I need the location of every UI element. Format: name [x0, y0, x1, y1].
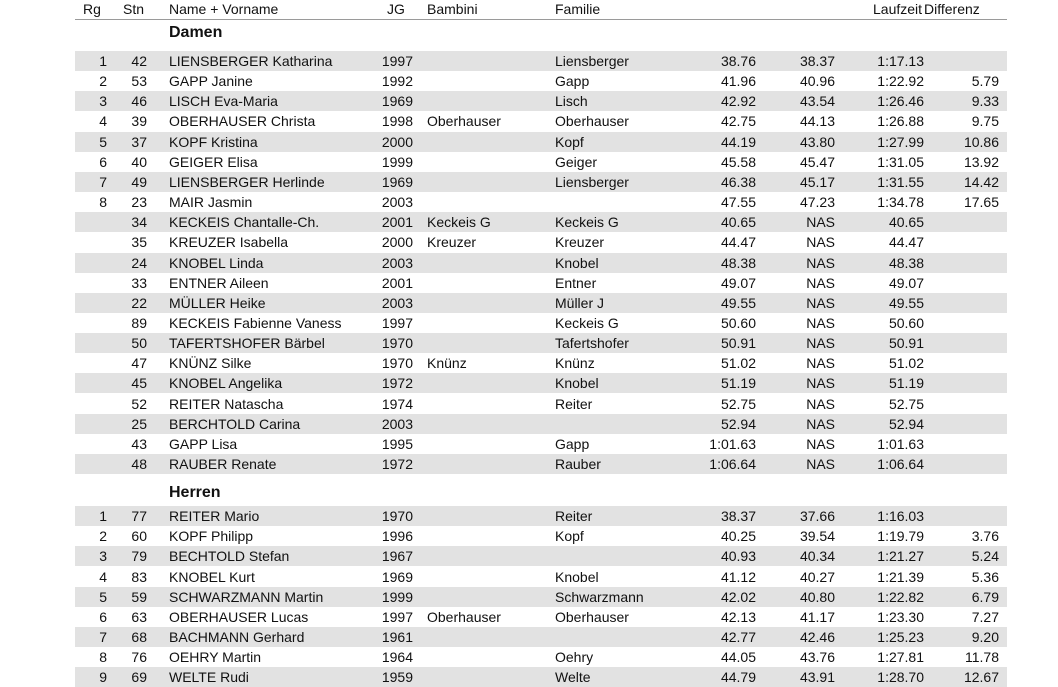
cell-bambini: Knünz: [427, 355, 467, 372]
cell-birth-year: 1999: [381, 588, 413, 605]
cell-run1-time: 49.07: [720, 274, 756, 291]
cell-rank: 8: [99, 194, 107, 210]
cell-total-time: 48.38: [888, 254, 924, 271]
cell-familie: Knünz: [555, 355, 595, 372]
cell-total-time: 1:34.78: [877, 194, 924, 210]
cell-rank: 5: [99, 588, 107, 605]
cell-difference: 5.79: [971, 73, 999, 90]
cell-run1-time: 44.79: [720, 669, 756, 686]
cell-total-time: 1:27.81: [877, 649, 924, 665]
cell-run1-time: 42.77: [720, 628, 756, 645]
table-row: [75, 111, 1007, 131]
cell-total-time: 1:23.30: [877, 608, 924, 625]
cell-start-number: 89: [131, 314, 147, 331]
header-laufzeit: Laufzeit: [873, 1, 923, 17]
cell-name: OBERHAUSER Lucas: [169, 608, 309, 625]
cell-rank: 3: [99, 93, 107, 110]
cell-familie: Liensberger: [555, 53, 629, 69]
header-rg: Rg: [83, 1, 101, 17]
cell-start-number: 49: [131, 173, 147, 190]
section-title: Herren: [169, 484, 221, 501]
cell-start-number: 39: [131, 113, 147, 130]
cell-run2-time: 45.47: [799, 153, 835, 170]
cell-birth-year: 2000: [381, 234, 413, 251]
cell-bambini: Kreuzer: [427, 234, 477, 251]
table-row: [75, 232, 1007, 252]
cell-birth-year: 2003: [381, 254, 413, 271]
cell-rank: 2: [99, 528, 107, 545]
cell-run1-time: 44.19: [720, 133, 756, 150]
cell-birth-year: 1969: [381, 173, 413, 190]
cell-total-time: 1:31.55: [877, 173, 924, 190]
table-row: [75, 567, 1007, 587]
cell-rank: 4: [99, 568, 107, 585]
cell-start-number: 83: [131, 568, 147, 585]
cell-start-number: 37: [131, 133, 147, 150]
cell-rank: 6: [99, 608, 107, 625]
cell-name: KOPF Kristina: [169, 133, 258, 150]
cell-total-time: 1:16.03: [877, 508, 924, 524]
cell-run1-time: 40.93: [720, 548, 756, 565]
cell-bambini: Oberhauser: [427, 608, 501, 625]
cell-familie: Rauber: [555, 456, 601, 472]
cell-familie: Welte: [555, 669, 591, 686]
cell-run1-time: 52.75: [720, 395, 756, 412]
table-row: [75, 313, 1007, 333]
cell-run2-time: 40.27: [799, 568, 835, 585]
cell-familie: Knobel: [555, 568, 599, 585]
cell-difference: 5.24: [971, 548, 999, 565]
cell-familie: Müller J: [555, 294, 605, 311]
cell-name: KNÜNZ Silke: [169, 355, 252, 372]
cell-run2-time: 42.46: [799, 628, 835, 645]
cell-run2-time: NAS: [806, 375, 835, 392]
table-row: [75, 454, 1007, 474]
cell-run2-time: NAS: [806, 435, 835, 452]
cell-birth-year: 2003: [381, 415, 413, 432]
cell-birth-year: 1961: [381, 628, 413, 645]
cell-familie: Reiter: [555, 508, 593, 524]
cell-start-number: 63: [131, 608, 147, 625]
cell-run1-time: 49.55: [720, 294, 756, 311]
cell-total-time: 51.19: [888, 375, 924, 392]
cell-birth-year: 1969: [381, 568, 413, 585]
cell-total-time: 1:27.99: [877, 133, 924, 150]
header-differenz: Differenz: [924, 1, 980, 17]
table-row: [75, 333, 1007, 353]
cell-start-number: 33: [131, 274, 147, 291]
cell-run1-time: 38.37: [720, 508, 756, 524]
section-title: Damen: [169, 24, 223, 41]
cell-total-time: 1:19.79: [877, 528, 924, 545]
cell-start-number: 35: [131, 234, 147, 251]
cell-birth-year: 2003: [381, 194, 413, 210]
cell-start-number: 47: [131, 355, 147, 372]
cell-name: KECKEIS Chantalle-Ch.: [169, 214, 320, 231]
cell-rank: 1: [99, 508, 107, 524]
cell-total-time: 50.60: [888, 314, 924, 331]
cell-start-number: 79: [131, 548, 147, 565]
cell-name: LIENSBERGER Herlinde: [169, 173, 325, 190]
table-row: [75, 627, 1007, 647]
table-row: [75, 71, 1007, 91]
cell-start-number: 25: [131, 415, 147, 432]
cell-name: BACHMANN Gerhard: [169, 628, 305, 645]
cell-name: BECHTOLD Stefan: [169, 548, 290, 565]
cell-name: REITER Mario: [169, 508, 260, 524]
cell-difference: 11.78: [965, 649, 999, 665]
cell-run1-time: 52.94: [720, 415, 756, 432]
table-row: [75, 253, 1007, 273]
cell-name: KNOBEL Kurt: [169, 568, 255, 585]
cell-birth-year: 1964: [381, 649, 413, 665]
cell-difference: 14.42: [963, 173, 999, 190]
cell-start-number: 68: [131, 628, 147, 645]
cell-run1-time: 44.47: [720, 234, 756, 251]
cell-start-number: 46: [131, 93, 147, 110]
cell-name: KNOBEL Linda: [169, 254, 264, 271]
cell-total-time: 49.55: [888, 294, 924, 311]
cell-birth-year: 1998: [381, 113, 413, 130]
cell-start-number: 53: [131, 73, 147, 90]
cell-familie: Entner: [555, 274, 597, 291]
cell-run2-time: 43.80: [799, 133, 835, 150]
cell-run1-time: 50.60: [720, 314, 756, 331]
cell-start-number: 22: [131, 294, 147, 311]
cell-total-time: 1:21.27: [877, 548, 924, 565]
cell-difference: 9.33: [971, 93, 999, 110]
table-row: [75, 132, 1007, 152]
cell-total-time: 1:22.82: [877, 588, 924, 605]
cell-name: KOPF Philipp: [169, 528, 254, 545]
cell-run1-time: 45.58: [720, 153, 756, 170]
cell-name: ENTNER Aileen: [169, 274, 269, 291]
cell-run1-time: 47.55: [720, 194, 756, 210]
cell-run1-time: 42.13: [720, 608, 756, 625]
table-row: [75, 273, 1007, 293]
cell-rank: 6: [99, 153, 107, 170]
cell-difference: 9.20: [971, 628, 999, 645]
cell-familie: Gapp: [555, 73, 590, 90]
cell-run1-time: 51.02: [720, 355, 756, 372]
cell-difference: 3.76: [971, 528, 999, 545]
cell-start-number: 50: [131, 335, 147, 352]
cell-start-number: 52: [131, 395, 147, 412]
cell-familie: Lisch: [555, 93, 588, 110]
table-row: [75, 51, 1007, 71]
cell-total-time: 49.07: [888, 274, 924, 291]
cell-familie: Tafertshofer: [555, 335, 629, 352]
cell-rank: 9: [99, 669, 107, 686]
cell-run2-time: 43.76: [799, 649, 835, 665]
cell-birth-year: 1969: [381, 93, 413, 110]
cell-start-number: 42: [131, 53, 147, 69]
cell-birth-year: 1970: [381, 508, 413, 524]
cell-familie: Kreuzer: [555, 234, 605, 251]
cell-run2-time: NAS: [806, 254, 835, 271]
table-row: [75, 172, 1007, 192]
cell-run2-time: NAS: [806, 214, 835, 231]
cell-run2-time: 38.37: [799, 53, 835, 69]
cell-birth-year: 1999: [381, 153, 413, 170]
cell-rank: 7: [99, 173, 107, 190]
cell-start-number: 59: [131, 588, 147, 605]
cell-run2-time: NAS: [806, 355, 835, 372]
cell-run2-time: NAS: [806, 395, 835, 412]
cell-familie: Keckeis G: [555, 314, 619, 331]
cell-familie: Kopf: [555, 528, 584, 545]
cell-name: OBERHAUSER Christa: [169, 113, 316, 130]
cell-run1-time: 42.75: [720, 113, 756, 130]
table-row: [75, 212, 1007, 232]
cell-birth-year: 1970: [381, 355, 413, 372]
cell-birth-year: 2001: [381, 274, 413, 291]
cell-run1-time: 46.38: [720, 173, 756, 190]
cell-run1-time: 48.38: [720, 254, 756, 271]
cell-run2-time: 41.17: [799, 608, 835, 625]
cell-familie: Knobel: [555, 254, 599, 271]
cell-difference: 13.92: [963, 153, 999, 170]
cell-run2-time: 44.13: [799, 113, 835, 130]
table-row: [75, 353, 1007, 373]
table-row: [75, 414, 1007, 434]
cell-difference: 17.65: [963, 194, 999, 210]
cell-familie: Oberhauser: [555, 608, 629, 625]
cell-total-time: 1:22.92: [877, 73, 924, 90]
cell-name: KREUZER Isabella: [169, 234, 289, 251]
cell-start-number: 40: [131, 153, 147, 170]
cell-difference: 9.75: [971, 113, 999, 130]
cell-birth-year: 1996: [381, 528, 413, 545]
cell-birth-year: 1972: [381, 375, 413, 392]
cell-total-time: 1:25.23: [877, 628, 924, 645]
cell-start-number: 60: [131, 528, 147, 545]
cell-total-time: 1:17.13: [877, 53, 924, 69]
cell-run2-time: NAS: [806, 234, 835, 251]
cell-familie: Gapp: [555, 435, 590, 452]
cell-name: MÜLLER Heike: [169, 294, 266, 311]
cell-run1-time: 38.76: [720, 53, 756, 69]
cell-run1-time: 42.92: [720, 93, 756, 110]
header-jg: JG: [387, 1, 405, 17]
header-bambini: Bambini: [427, 1, 478, 17]
cell-run1-time: 40.65: [720, 214, 756, 231]
cell-run2-time: 40.96: [799, 73, 835, 90]
table-row: [75, 587, 1007, 607]
cell-start-number: 76: [131, 649, 147, 665]
cell-bambini: Oberhauser: [427, 113, 501, 130]
cell-familie: Knobel: [555, 375, 599, 392]
table-header: [75, 0, 1007, 20]
cell-name: SCHWARZMANN Martin: [169, 588, 324, 605]
cell-run1-time: 42.02: [720, 588, 756, 605]
header-stn: Stn: [123, 1, 145, 17]
cell-birth-year: 1997: [381, 53, 413, 69]
table-row: [75, 192, 1007, 212]
cell-name: REITER Natascha: [169, 395, 284, 412]
cell-run2-time: 47.23: [799, 194, 835, 210]
cell-name: RAUBER Renate: [169, 456, 277, 472]
cell-name: GAPP Lisa: [169, 435, 238, 452]
cell-total-time: 1:21.39: [877, 568, 924, 585]
table-row: [75, 667, 1007, 687]
cell-birth-year: 1972: [381, 456, 413, 472]
cell-run2-time: 40.80: [799, 588, 835, 605]
cell-run2-time: NAS: [806, 274, 835, 291]
cell-familie: Oehry: [555, 649, 594, 665]
table-row: [75, 526, 1007, 546]
cell-rank: 2: [99, 73, 107, 90]
cell-birth-year: 1997: [381, 608, 413, 625]
cell-name: BERCHTOLD Carina: [169, 415, 301, 432]
cell-rank: 4: [99, 113, 107, 130]
table-row: [75, 546, 1007, 566]
cell-rank: 8: [99, 649, 107, 665]
cell-run1-time: 50.91: [720, 335, 756, 352]
cell-run2-time: NAS: [806, 415, 835, 432]
cell-birth-year: 2000: [381, 133, 413, 150]
cell-rank: 7: [99, 628, 107, 645]
table-row: [75, 373, 1007, 393]
cell-run2-time: 39.54: [799, 528, 835, 545]
cell-rank: 5: [99, 133, 107, 150]
cell-total-time: 40.65: [888, 214, 924, 231]
cell-run2-time: 40.34: [799, 548, 835, 565]
cell-birth-year: 1970: [381, 335, 413, 352]
cell-run1-time: 1:01.63: [709, 435, 756, 452]
header-familie: Familie: [555, 1, 601, 17]
cell-familie: Oberhauser: [555, 113, 629, 130]
cell-familie: Keckeis G: [555, 214, 619, 231]
cell-total-time: 50.91: [888, 335, 924, 352]
cell-start-number: 69: [131, 669, 147, 686]
cell-birth-year: 1959: [381, 669, 413, 686]
table-row: [75, 394, 1007, 414]
cell-run1-time: 51.19: [720, 375, 756, 392]
cell-name: GEIGER Elisa: [169, 153, 258, 170]
cell-name: WELTE Rudi: [169, 669, 249, 686]
table-row: [75, 293, 1007, 313]
cell-total-time: 1:01.63: [877, 435, 924, 452]
cell-start-number: 24: [131, 254, 147, 271]
cell-total-time: 1:26.46: [877, 93, 924, 110]
cell-total-time: 1:28.70: [877, 669, 924, 686]
cell-start-number: 23: [131, 194, 147, 210]
table-row: [75, 434, 1007, 454]
cell-start-number: 77: [131, 508, 147, 524]
cell-run1-time: 41.96: [720, 73, 756, 90]
cell-familie: Kopf: [555, 133, 584, 150]
cell-difference: 7.27: [971, 608, 999, 625]
cell-start-number: 34: [131, 214, 147, 231]
cell-total-time: 1:31.05: [877, 153, 924, 170]
cell-run2-time: 43.54: [799, 93, 835, 110]
cell-birth-year: 1997: [381, 314, 413, 331]
table-row: [75, 91, 1007, 111]
cell-rank: 3: [99, 548, 107, 565]
cell-difference: 12.67: [963, 669, 999, 686]
cell-birth-year: 2003: [381, 294, 413, 311]
cell-difference: 6.79: [971, 588, 999, 605]
cell-run2-time: NAS: [806, 335, 835, 352]
cell-start-number: 45: [131, 375, 147, 392]
cell-total-time: 1:26.88: [877, 113, 924, 130]
cell-difference: 10.86: [963, 133, 999, 150]
cell-birth-year: 1995: [381, 435, 413, 452]
cell-name: MAIR Jasmin: [169, 194, 253, 210]
cell-name: KNOBEL Angelika: [169, 375, 283, 392]
cell-run1-time: 44.05: [720, 649, 756, 665]
header-name: Name + Vorname: [169, 1, 279, 17]
cell-familie: Reiter: [555, 395, 593, 412]
cell-total-time: 1:06.64: [877, 456, 924, 472]
cell-name: LIENSBERGER Katharina: [169, 53, 333, 69]
table-row: [75, 506, 1007, 526]
cell-run1-time: 41.12: [720, 568, 756, 585]
cell-run2-time: 37.66: [799, 508, 835, 524]
cell-bambini: Keckeis G: [427, 214, 491, 231]
cell-familie: Schwarzmann: [555, 588, 644, 605]
cell-total-time: 52.75: [888, 395, 924, 412]
cell-birth-year: 1974: [381, 395, 413, 412]
cell-run2-time: NAS: [806, 294, 835, 311]
cell-run2-time: NAS: [806, 314, 835, 331]
cell-total-time: 52.94: [888, 415, 924, 432]
cell-run2-time: 43.91: [799, 669, 835, 686]
cell-birth-year: 1967: [381, 548, 413, 565]
table-row: [75, 152, 1007, 172]
cell-familie: Geiger: [555, 153, 598, 170]
cell-run1-time: 40.25: [720, 528, 756, 545]
cell-run1-time: 1:06.64: [709, 456, 756, 472]
cell-rank: 1: [99, 53, 107, 69]
cell-total-time: 51.02: [888, 355, 924, 372]
cell-start-number: 43: [131, 435, 147, 452]
cell-difference: 5.36: [971, 568, 999, 585]
cell-familie: Liensberger: [555, 173, 629, 190]
cell-name: GAPP Janine: [169, 73, 253, 90]
cell-total-time: 44.47: [888, 234, 924, 251]
cell-name: KECKEIS Fabienne Vaness: [169, 314, 342, 331]
cell-name: TAFERTSHOFER Bärbel: [169, 335, 325, 352]
cell-start-number: 48: [131, 456, 147, 472]
table-row: [75, 607, 1007, 627]
cell-birth-year: 1992: [381, 73, 413, 90]
cell-birth-year: 2001: [381, 214, 413, 231]
cell-run2-time: NAS: [806, 456, 835, 472]
cell-name: LISCH Eva-Maria: [169, 93, 278, 110]
cell-run2-time: 45.17: [799, 173, 835, 190]
cell-name: OEHRY Martin: [169, 649, 262, 665]
table-row: [75, 647, 1007, 667]
